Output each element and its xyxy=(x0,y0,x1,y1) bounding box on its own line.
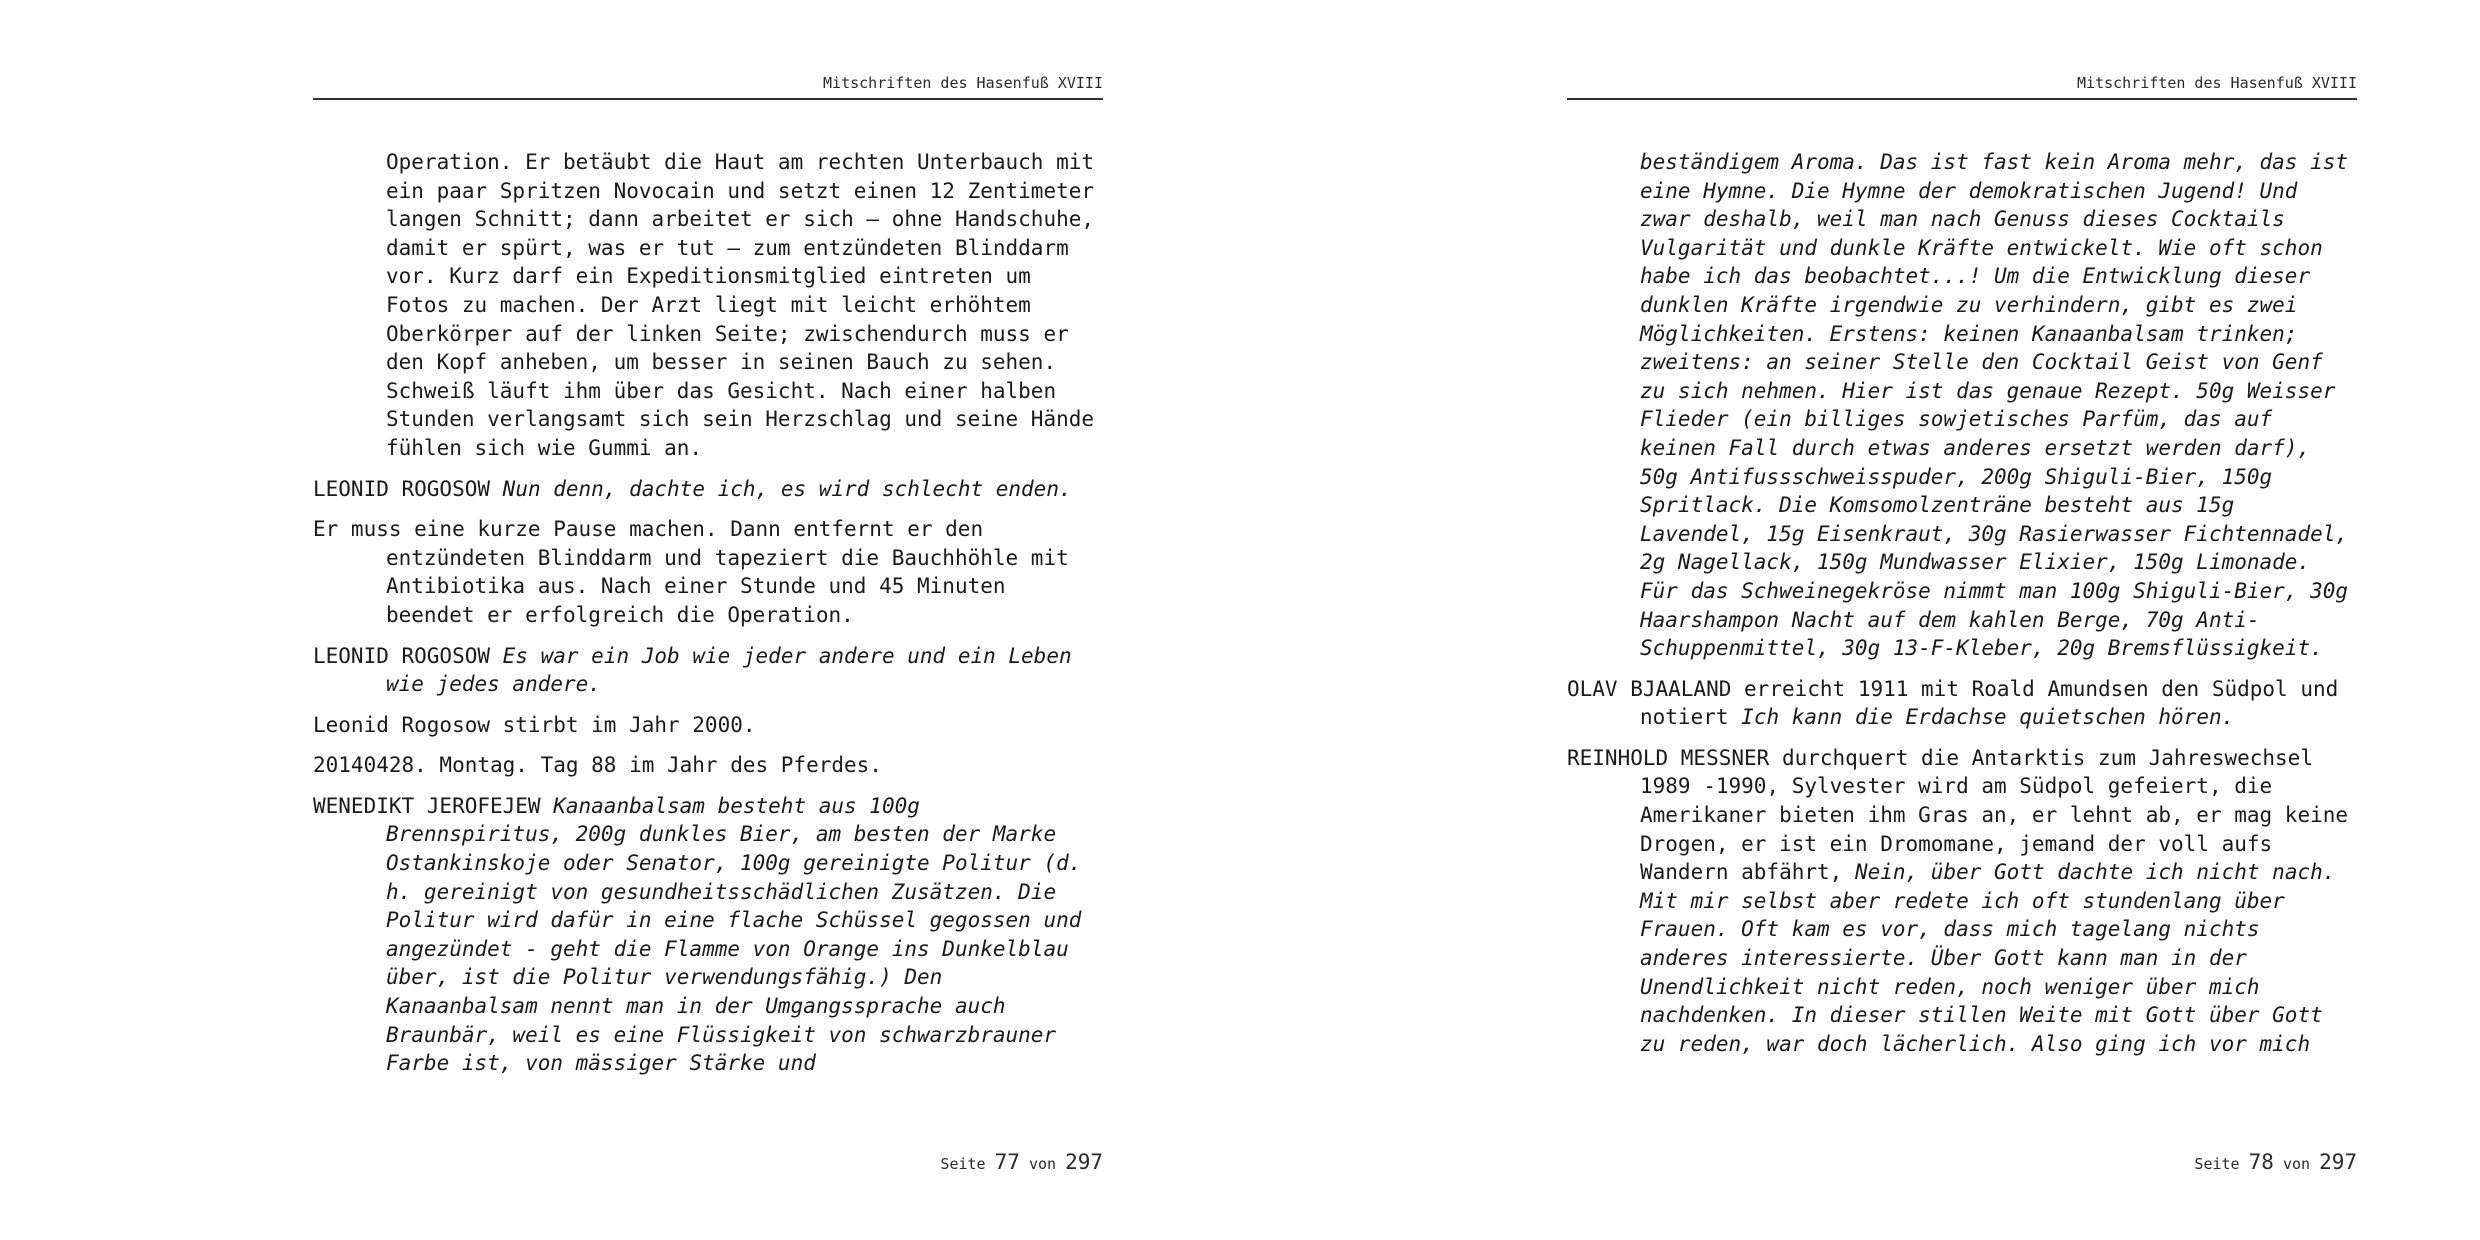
date-line: 20140428. Montag. Tag 88 im Jahr des Pferdes. xyxy=(313,753,882,778)
quote-text: Nun denn, dachte ich, es wird schlecht enden. xyxy=(502,476,1072,501)
speaker-name: OLAV BJAALAND xyxy=(1567,676,1732,701)
page-number: 77 xyxy=(994,1150,1020,1174)
footer-separator: von xyxy=(2282,1155,2311,1173)
page-total: 297 xyxy=(2319,1150,2357,1174)
paragraph: Er muss eine kurze Pause machen. Dann entfernt er den entzündeten Blinddarm und tapeziert die Bauchhöhle mit Antibiotika aus. Nach einer Stunde und 45 Minuten beendet er erfolgreich die Operation. xyxy=(313,517,1069,627)
paragraph: Leonid Rogosow stirbt im Jahr 2000. xyxy=(313,712,756,737)
quote-paragraph xyxy=(313,642,1103,699)
quote-text: Ich kann die Erdachse quietschen hören. xyxy=(1741,705,2235,730)
right-page xyxy=(1567,0,2357,1240)
paragraph-text: erreicht 1911 mit Roald Amundsen den Südpol und notiert xyxy=(1640,676,2339,730)
quote-text: Kanaanbalsam besteht aus 100g Brennspiritus, 200g dunkles Bier, am besten der Marke Ostankinskoje oder Senator, 100g gereinigte Politur (d. h. gereinigt von gesundheitsschädlichen Zusätzen. Die Politur wird dafür in eine flache Schüssel gegossen und angezündet - geht die Flamme von Orange ins Dunkelblau über, ist die Politur verwendungsfähig.) Den Kanaanbalsam nennt man in der Umgangssprache auch Braunbär, weil es eine Flüssigkeit von schwarzbrauner Farbe ist, von mässiger Stärke und xyxy=(386,793,1082,1076)
speaker-name: REINHOLD MESSNER xyxy=(1567,745,1770,770)
running-header: Mitschriften des Hasenfuß XVIII xyxy=(1567,74,2357,100)
page-total: 297 xyxy=(1065,1150,1103,1174)
paragraph: Operation. Er betäubt die Haut am rechten Unterbauch mit ein paar Spritzen Novocain und setzt einen 12 Zentimeter langen Schnitt; dann arbeitet er sich – ohne Handschuhe, damit er spürt, was er tut – zum entzündeten Blinddarm vor. Kurz darf ein Expeditionsmitglied eintreten um Fotos zu machen. Der Arzt liegt mit leicht erhöhtem Oberkörper auf der linken Seite; zwischendurch muss er den Kopf anheben, um besser in seinen Bauch zu sehen. Schweiß läuft ihm über das Gesicht. Nach einer halben Stunden verlangsamt sich sein Herzschlag und seine Hände fühlen sich wie Gummi an. xyxy=(386,150,1095,460)
quote-paragraph xyxy=(1567,675,2357,732)
quote-paragraph xyxy=(1567,744,2357,1059)
footer-prefix: Seite xyxy=(2194,1155,2240,1173)
quote-paragraph xyxy=(313,475,1103,504)
footer-prefix: Seite xyxy=(940,1155,986,1173)
page-body xyxy=(313,148,1103,1090)
quote-text: Nein, über Gott dachte ich nicht nach. Mit mir selbst aber redete ich oft stundenlang über Frauen. Oft kam es vor, dass mich tagelang nichts anderes interessierte. Über Gott kann man in der Unendlichkeit nicht reden, noch weniger über mich nachdenken. In dieser stillen Weite mit Gott über Gott zu reden, war doch lächerlich. Also ging ich vor mich xyxy=(1640,860,2336,1056)
page-footer xyxy=(2194,1150,2357,1174)
speaker-name: LEONID ROGOSOW xyxy=(313,643,491,668)
running-header: Mitschriften des Hasenfuß XVIII xyxy=(313,74,1103,100)
speaker-name: WENEDIKT JEROFEJEW xyxy=(313,793,541,818)
left-page xyxy=(313,0,1103,1240)
paragraph-text: durchquert die Antarktis zum Jahreswechsel 1989 -1990, Sylvester wird am Südpol gefeiert, die Amerikaner bieten ihm Gras an, er lehnt ab, er mag keine Drogen, er ist ein Dromomane, jemand der voll aufs Wandern abfährt, xyxy=(1640,745,2349,885)
page-number: 78 xyxy=(2248,1150,2274,1174)
quote-continuation: beständigem Aroma. Das ist fast kein Aroma mehr, das ist eine Hymne. Die Hymne der demokratischen Jugend! Und zwar deshalb, weil man nach Genuss dieses Cocktails Vulgarität und dunkle Kräfte entwickelt. Wie oft schon habe ich das beobachtet...! Um die Entwicklung dieser dunklen Kräfte irgendwie zu verhindern, gibt es zwei Möglichkeiten. Erstens: keinen Kanaanbalsam trinken; zweitens: an seiner Stelle den Cocktail Geist von Genf zu sich nehmen. Hier ist das genaue Rezept. 50g Weisser Flieder (ein billiges sowjetisches Parfüm, das auf keinen Fall durch etwas anderes ersetzt werden darf), 50g Antifussschweisspuder, 200g Shiguli-Bier, 150g Spritlack. Die Komsomolzenträne besteht aus 15g Lavendel, 15g Eisenkraut, 30g Rasierwasser Fichtennadel, 2g Nagellack, 150g Mundwasser Elixier, 150g Limonade. Für das Schweinegekröse nimmt man 100g Shiguli-Bier, 30g Haarshampon Nacht auf dem kahlen Berge, 70g Anti-Schuppenmittel, 30g 13-F-Kleber, 20g Bremsflüssigkeit. xyxy=(1640,150,2349,661)
page-footer xyxy=(940,1150,1103,1174)
page-body xyxy=(1567,148,2357,1070)
quote-paragraph xyxy=(313,792,1103,1078)
quote-text: Es war ein Job wie jeder andere und ein Leben wie jedes andere. xyxy=(386,643,1072,697)
footer-separator: von xyxy=(1028,1155,1057,1173)
speaker-name: LEONID ROGOSOW xyxy=(313,476,491,501)
